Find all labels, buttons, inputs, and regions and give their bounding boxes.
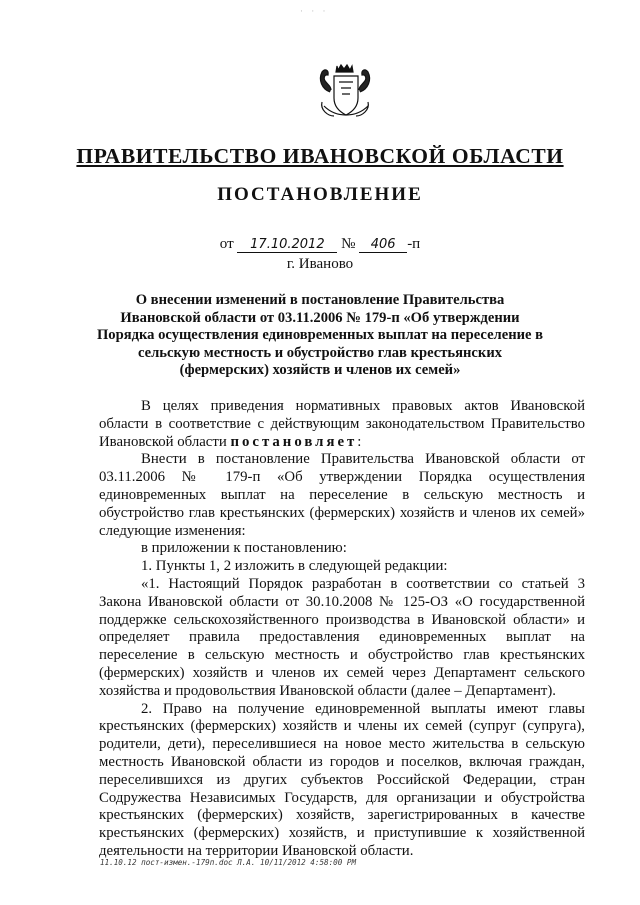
number-suffix: -п [407, 236, 421, 252]
resolves-punct: : [357, 433, 362, 450]
coat-of-arms-icon [308, 62, 382, 122]
paragraph: 1. Пункты 1, 2 изложить в следующей редакции: [141, 558, 448, 575]
file-footer: 11.10.12 пост-измен.-179п.doc Л.А. 10/11/2012 4:58:00 PM [100, 858, 357, 867]
resolves-word: постановляет [230, 433, 358, 450]
document-type: ПОСТАНОВЛЕНИЕ [217, 184, 423, 205]
paragraph-intro [99, 398, 585, 451]
intro-text: В целях приведения нормативных правовых актов Ивановской области в соответствие с действующим законодательством Правительство Ивановской области [99, 398, 585, 450]
paragraph: 2. Право на получение единовременной выплаты имеют главы крестьянских (фермерских) хозяйств и члены их семей (супруг (супруга), родители, дети), переселившиеся на новое место жительства в сельскую местность Ивановской области из городов и поселков, включая граждан, переселившихся из других субъектов Российской Федерации, стран Содружества Независимых Государств, для организации и обустройства крестьянских (фермерских) хозяйств, зарегистрированных в качестве крестьянских (фермерских) хозяйств, и приступившие к хозяйственной деятельности на территории Ивановской области. [99, 700, 585, 859]
date-prefix: от [219, 236, 234, 252]
government-name: ПРАВИТЕЛЬСТВО ИВАНОВСКОЙ ОБЛАСТИ [76, 144, 564, 168]
number-prefix: № [341, 236, 356, 252]
paragraph: «1. Настоящий Порядок разработан в соответствии со статьей 3 Закона Ивановской области от 30.10.2008 № 125-ОЗ «О государственной поддержке сельскохозяйственного производства в Ивановской области» и определяет правила предоставления единовременных выплат на переселение в сельскую местность и обустройство глав крестьянских (фермерских) хозяйств и членов их семей через Департамент сельского хозяйства и продовольствия Ивановской области (далее – Департамент). [99, 575, 585, 699]
document-title: О внесении изменений в постановление Правительства Ивановской области от 03.11.2006 № 179-п «Об утверждении Порядка осуществления единовременных выплат на переселение в сельскую местность и обустройство глав крестьянских (фермерских) хозяйств и членов их семей» [96, 292, 544, 378]
paragraph: в приложении к постановлению: [141, 540, 347, 557]
city: г. Иваново [286, 256, 354, 272]
document-number: 406 [359, 238, 407, 253]
scan-marks: · · · [300, 6, 329, 16]
paragraph: Внести в постановление Правительства Ивановской области от 03.11.2006 № 179-п «Об утверждении Порядка осуществления единовременных выплат на переселение в сельскую местность и обустройство глав крестьянских (фермерских) хозяйств и членов их семей» следующие изменения: [99, 451, 585, 539]
document-number-line [0, 236, 640, 253]
document-date: 17.10.2012 [237, 238, 337, 253]
document-body [99, 398, 585, 861]
